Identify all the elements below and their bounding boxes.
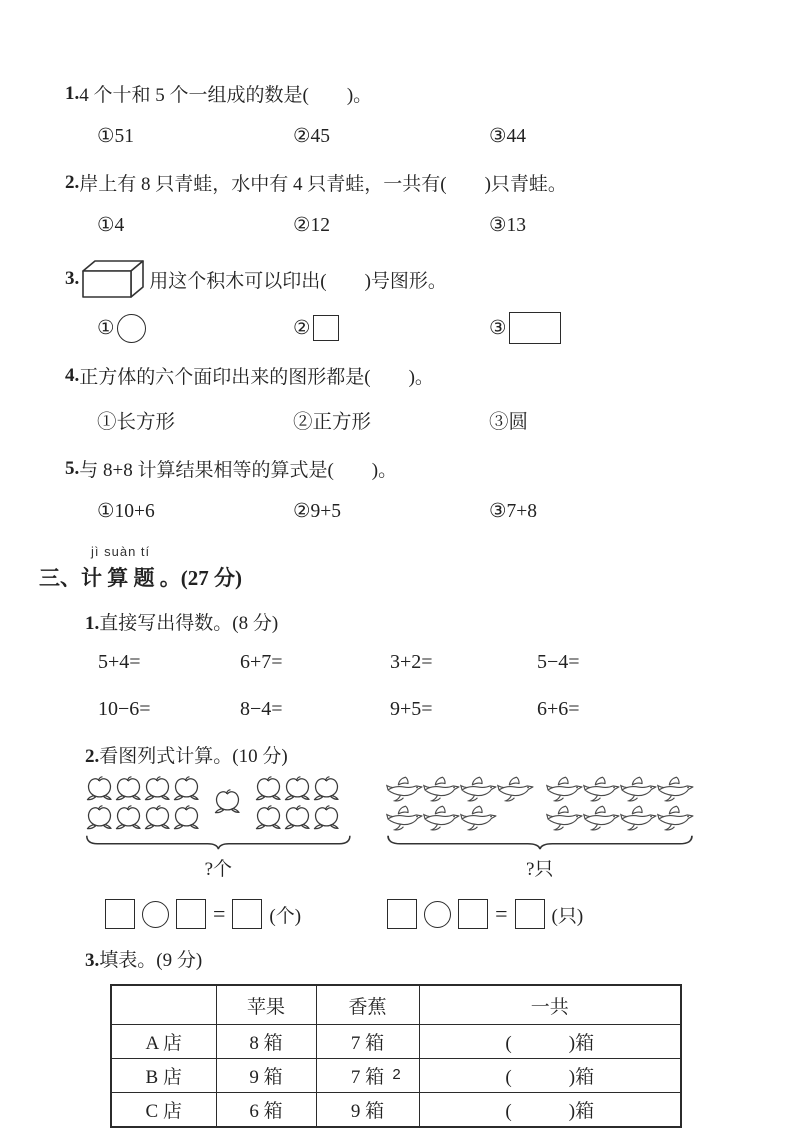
- bird-icon: [583, 776, 620, 803]
- question-3-number: 3.: [65, 268, 80, 289]
- cell: 6 箱: [216, 1093, 316, 1128]
- option: ③44: [489, 126, 526, 147]
- subquestion-3-title: [65, 945, 735, 972]
- cuboid-image: [81, 258, 145, 300]
- subquestion-3-text: 填表。(9 分): [99, 950, 203, 971]
- question-5-text: 与 8+8 计算结果相等的算式是( )。: [79, 460, 398, 481]
- bird-icon: [460, 776, 497, 803]
- option: ②正方形: [293, 412, 372, 433]
- peach-icon: [312, 776, 341, 803]
- operator-circle[interactable]: [142, 901, 169, 928]
- table-header-row: [111, 985, 681, 1025]
- question-5: [65, 455, 735, 482]
- peach-picture: [85, 776, 352, 881]
- question-3-options: [65, 312, 735, 344]
- bird-icon: [423, 805, 460, 832]
- brace-icon: [386, 834, 694, 850]
- question-4-number: 4.: [65, 364, 80, 386]
- option: ①4: [97, 215, 125, 236]
- option-label: ②: [293, 318, 311, 339]
- peach-icon: [114, 776, 143, 803]
- bird-icon: [546, 776, 583, 803]
- subquestion-1-number: 1.: [85, 613, 100, 634]
- row-label: B 店: [111, 1059, 216, 1093]
- question-5-number: 5.: [65, 457, 80, 479]
- option: ③7+8: [489, 501, 537, 522]
- cell: 9 箱: [216, 1059, 316, 1093]
- bird-icon: [386, 805, 423, 832]
- table-row: [111, 1025, 681, 1059]
- bird-icon: [657, 776, 694, 803]
- picture-problems: [65, 776, 735, 881]
- question-1-number: 1.: [65, 82, 80, 104]
- option: ③13: [489, 215, 526, 236]
- answer-box[interactable]: [232, 899, 262, 929]
- peach-icon: [312, 805, 341, 832]
- question-3-text: 用这个积木可以印出( )号图形。: [149, 270, 447, 292]
- subquestion-1-text: 直接写出得数。(8 分): [99, 613, 279, 634]
- bird-icon: [460, 805, 497, 832]
- subquestion-2-text: 看图列式计算。(10 分): [99, 746, 288, 767]
- square-shape: [313, 315, 339, 341]
- fill-table: [110, 984, 682, 1128]
- question-2-text: 岸上有 8 只青蛙，水中有 4 只青蛙，一共有( )只青蛙。: [79, 174, 567, 195]
- question-2-options: [65, 213, 735, 237]
- answer-line-bird: [387, 899, 583, 929]
- equation: 3+2=: [390, 651, 433, 673]
- bird-icon: [657, 805, 694, 832]
- equation: 6+7=: [240, 651, 283, 673]
- peach-icon: [283, 805, 312, 832]
- answer-box[interactable]: [515, 899, 545, 929]
- section-title: 三、计 算 题 。(27 分): [39, 566, 242, 590]
- bird-icon: [423, 776, 460, 803]
- option-label: ①: [97, 318, 115, 339]
- answer-box[interactable]: [458, 899, 488, 929]
- option: ③圆: [489, 412, 529, 433]
- peach-icon: [143, 776, 172, 803]
- answer-box[interactable]: [105, 899, 135, 929]
- option: [489, 312, 561, 344]
- equals-sign: =: [213, 901, 226, 926]
- question-5-options: [65, 499, 735, 523]
- option: ①10+6: [97, 501, 155, 522]
- section-heading: [39, 544, 735, 592]
- quantity-question: ?只: [525, 859, 554, 880]
- cell: 8 箱: [216, 1025, 316, 1059]
- bird-icon: [583, 805, 620, 832]
- subquestion-2-title: [65, 741, 735, 768]
- unit-label: (个): [269, 905, 302, 927]
- question-1-options: [65, 124, 735, 148]
- row-label: C 店: [111, 1093, 216, 1128]
- cell: 7 箱: [316, 1059, 419, 1093]
- header-cell: [111, 985, 216, 1025]
- bird-icon: [620, 776, 657, 803]
- total-blank-cell[interactable]: ( )箱: [419, 1025, 681, 1059]
- equation: 10−6=: [98, 698, 151, 720]
- question-2-number: 2.: [65, 171, 80, 193]
- quantity-question: ?个: [204, 859, 233, 880]
- header-cell: 香蕉: [316, 985, 419, 1025]
- rectangle-shape: [509, 312, 561, 344]
- question-1-text: 4 个十和 5 个一组成的数是( )。: [79, 85, 373, 106]
- subquestion-1-title: [65, 608, 735, 635]
- peach-icon: [114, 805, 143, 832]
- question-3: [65, 258, 735, 300]
- equation: 9+5=: [390, 698, 433, 720]
- answer-lines: [65, 899, 735, 929]
- operator-circle[interactable]: [424, 901, 451, 928]
- equation: 5+4=: [98, 651, 141, 673]
- peach-icon: [172, 805, 201, 832]
- answer-box[interactable]: [387, 899, 417, 929]
- total-blank-cell[interactable]: ( )箱: [419, 1059, 681, 1093]
- option: ①51: [97, 126, 134, 147]
- option: [293, 315, 489, 341]
- question-2: [65, 169, 735, 196]
- cell: 9 箱: [316, 1093, 419, 1128]
- peach-icon: [143, 805, 172, 832]
- table-row: [111, 1093, 681, 1128]
- answer-line-peach: [105, 899, 301, 929]
- pinyin-annotation: jì suàn tí: [91, 544, 151, 559]
- option: ②12: [293, 215, 330, 236]
- unit-label: (只): [551, 905, 584, 927]
- option-label: ③: [489, 318, 507, 339]
- peach-icon: [85, 805, 114, 832]
- row-label: A 店: [111, 1025, 216, 1059]
- equation-grid: [65, 651, 735, 721]
- subquestion-2-number: 2.: [85, 746, 100, 767]
- equation: 5−4=: [537, 651, 580, 673]
- peach-icon: [283, 776, 312, 803]
- question-4-text: 正方体的六个面印出来的图形都是( )。: [79, 367, 434, 388]
- bird-icon: [497, 776, 534, 803]
- bird-icon: [546, 805, 583, 832]
- subquestion-3-number: 3.: [85, 950, 100, 971]
- total-blank-cell[interactable]: ( )箱: [419, 1093, 681, 1128]
- question-4: [65, 362, 735, 389]
- answer-box[interactable]: [176, 899, 206, 929]
- bird-groups: [386, 776, 694, 832]
- equals-sign: =: [495, 901, 508, 926]
- option: ①长方形: [97, 412, 176, 433]
- peach-icon: [254, 776, 283, 803]
- bird-icon: [620, 805, 657, 832]
- equation: 6+6=: [537, 698, 580, 720]
- cell: 7 箱: [316, 1025, 419, 1059]
- brace-icon: [85, 834, 352, 850]
- peach-icon: [172, 776, 201, 803]
- equation: 8−4=: [240, 698, 283, 720]
- bird-icon: [386, 776, 423, 803]
- option: [97, 314, 293, 343]
- question-1: [65, 80, 735, 107]
- page-number: 2: [392, 1066, 401, 1083]
- question-4-options: [65, 406, 735, 434]
- option: ②9+5: [293, 501, 341, 522]
- bird-picture: [386, 776, 694, 881]
- option: ②45: [293, 126, 330, 147]
- peach-icon: [254, 805, 283, 832]
- header-cell: 一共: [419, 985, 681, 1025]
- peach-groups: [85, 776, 352, 832]
- header-cell: 苹果: [216, 985, 316, 1025]
- circle-shape: [117, 314, 146, 343]
- peach-icon: [213, 789, 242, 816]
- peach-icon: [85, 776, 114, 803]
